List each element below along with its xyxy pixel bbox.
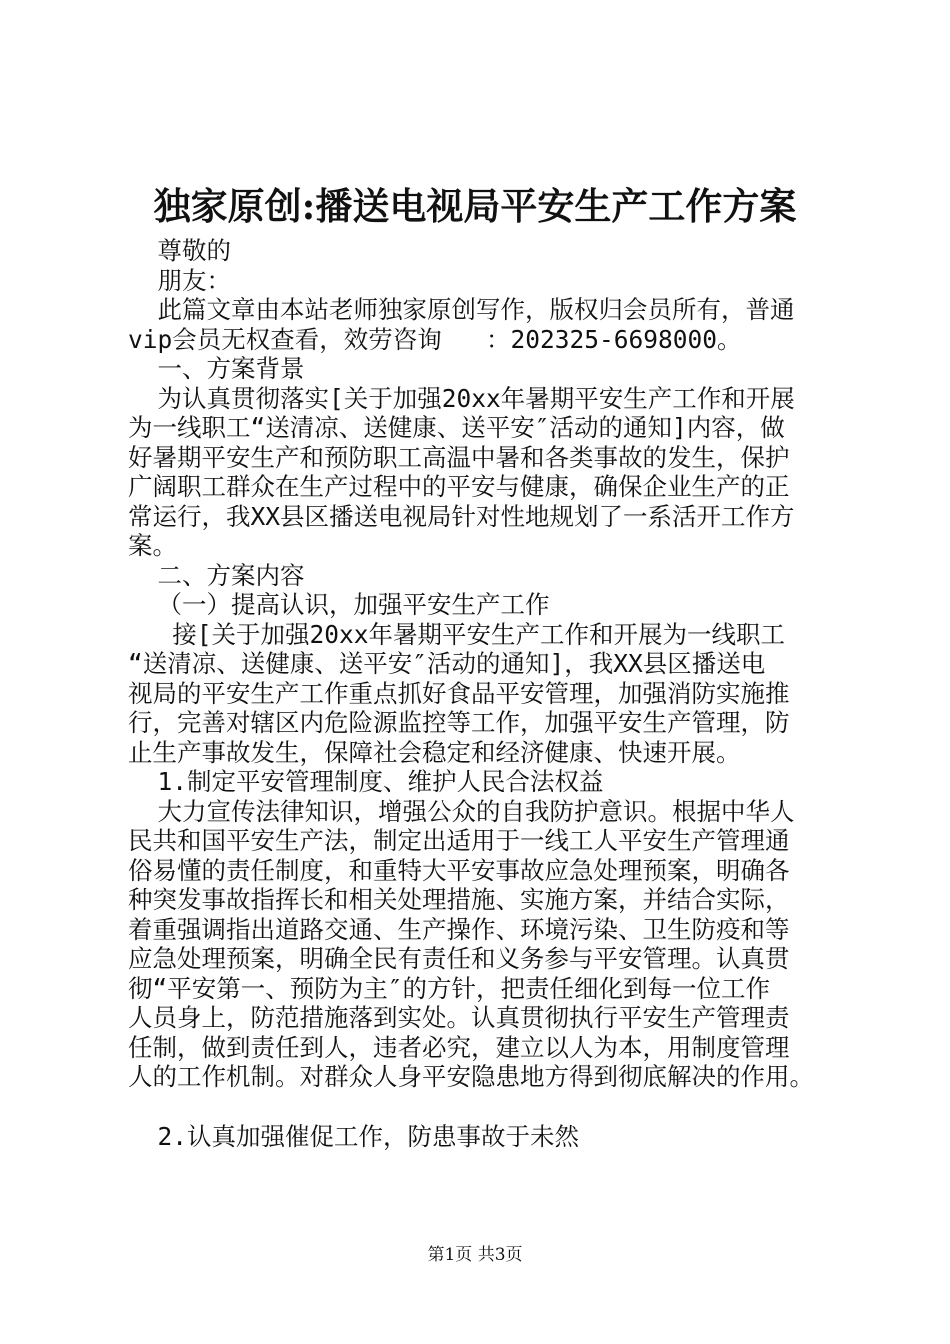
section-heading: 二、方案内容 [128, 560, 305, 590]
text-line: 俗易懂的责任制度，和重特大平安事故应急处理预案，明确各 [128, 855, 790, 885]
item-heading: 2.认真加强催促工作，防患事故于未然 [128, 1121, 579, 1151]
text-line: vip会员无权查看，效劳咨询 ：202325-6698000。 [128, 324, 742, 354]
text-line: 为认真贯彻落实[关于加强20xx年暑期平安生产工作和开展 [128, 383, 795, 413]
text-line: 彻“平安第一、预防为主″的方针，把责任细化到每一位工作 [128, 973, 770, 1003]
text-line: 止生产事故发生，保障社会稳定和经济健康、快速开展。 [128, 737, 741, 767]
paragraph-gap [128, 1092, 834, 1122]
text-line: 人的工作机制。对群众人身平安隐患地方得到彻底解决的作用。 [128, 1062, 814, 1091]
text-line: 接[关于加强20xx年暑期平安生产工作和开展为一线职工 [128, 619, 785, 649]
text-line: 大力宣传法律知识，增强公众的自我防护意识。根据中华人 [128, 796, 795, 826]
text-line: 常运行，我XX县区播送电视局针对性地规划了一系活开工作方 [128, 501, 795, 531]
text-line: 任制，做到责任到人，违者必究，建立以人为本，用制度管理 [128, 1032, 790, 1062]
item-heading: 1.制定平安管理制度、维护人民合法权益 [128, 767, 604, 796]
page-footer: 第1页 共3页 [427, 1245, 523, 1265]
text-line: 好暑期平安生产和预防职工高温中暑和各类事故的发生，保护 [128, 442, 790, 472]
text-line: 尊敬的 [128, 236, 232, 265]
text-line: 视局的平安生产工作重点抓好食品平安管理，加强消防实施推 [128, 678, 790, 708]
text-line: “送清凉、送健康、送平安″活动的通知]，我XX县区播送电 [128, 649, 766, 678]
text-line: 朋友： [128, 265, 232, 295]
document-title: 独家原创:播送电视局平安生产工作方案 [153, 184, 797, 228]
text-line: 应急处理预案，明确全民有责任和义务参与平安管理。认真贯 [128, 944, 790, 973]
text-line: 此篇文章由本站老师独家原创写作，版权归会员所有，普通 [128, 295, 795, 324]
text-line: 广阔职工群众在生产过程中的平安与健康，确保企业生产的正 [128, 472, 790, 501]
subsection-heading: （一）提高认识，加强平安生产工作 [128, 590, 550, 619]
section-heading: 一、方案背景 [128, 354, 305, 383]
text-line: 人员身上，防范措施落到实处。认真贯彻执行平安生产管理责 [128, 1003, 790, 1032]
document-body [128, 236, 834, 1151]
text-line: 着重强调指出道路交通、生产操作、环境污染、卫生防疫和等 [128, 914, 790, 944]
text-line: 行，完善对辖区内危险源监控等工作，加强平安生产管理，防 [128, 708, 790, 737]
text-line: 为一线职工“送清凉、送健康、送平安″活动的通知]内容，做 [128, 413, 785, 442]
text-line: 民共和国平安生产法，制定出适用于一线工人平安生产管理通 [128, 826, 790, 855]
text-line: 种突发事故指挥长和相关处理措施、实施方案，并结合实际， [128, 885, 790, 914]
text-line: 案。 [128, 531, 177, 560]
